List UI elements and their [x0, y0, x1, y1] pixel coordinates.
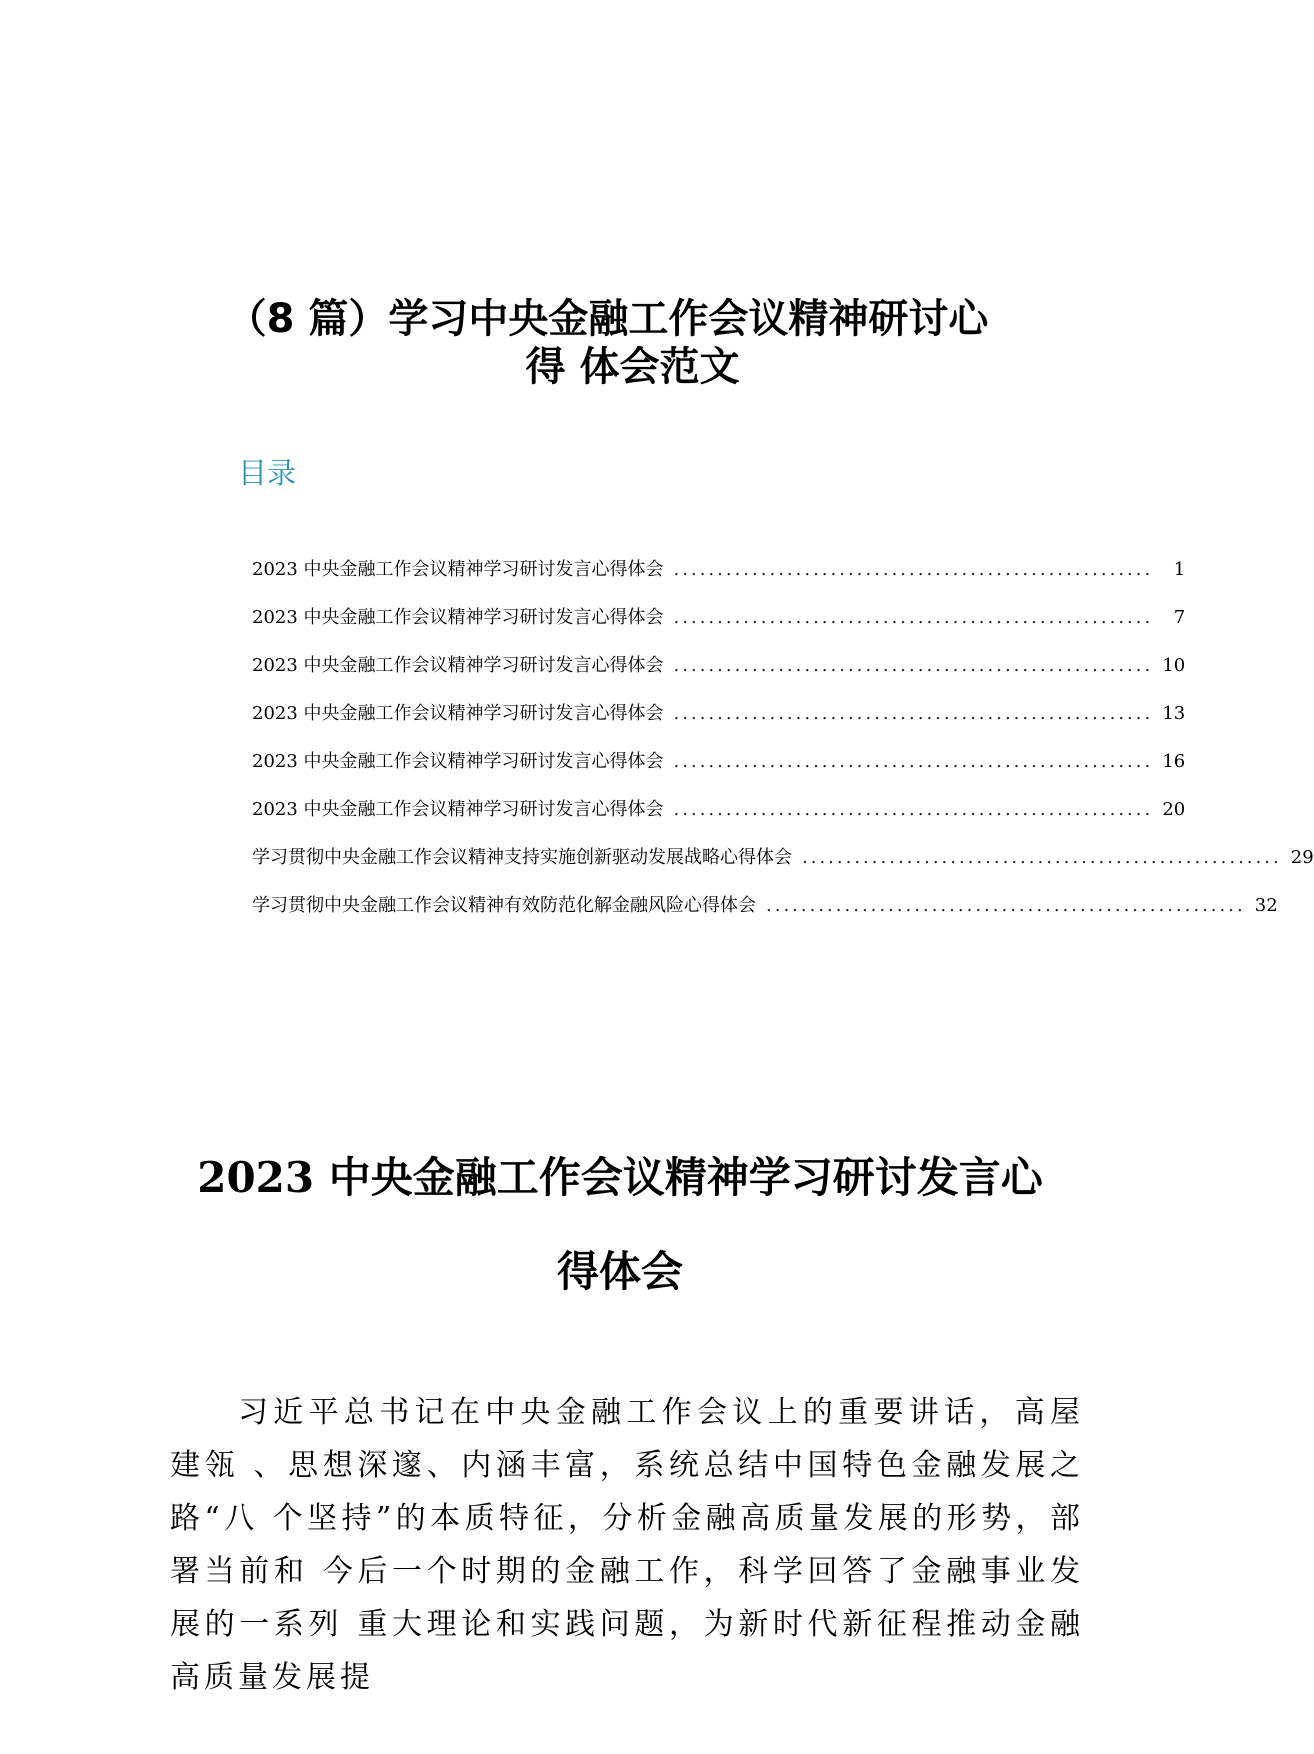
toc-page-number: 29 [1290, 847, 1314, 868]
toc-entry-text: 2023 中央金融工作会议精神学习研讨发言心得体会 [252, 799, 664, 820]
document-title [0, 295, 1240, 391]
toc-entry[interactable] [252, 844, 1314, 892]
toc-dot-leader: ....................................................... [766, 895, 1246, 916]
toc-entry[interactable] [252, 652, 1186, 700]
toc-entry-text: 学习贯彻中央金融工作会议精神支持实施创新驱动发展战略心得体会 [252, 847, 792, 868]
toc-page-number: 20 [1162, 799, 1186, 820]
toc-heading: 目录 [238, 456, 297, 490]
toc-page-number: 7 [1173, 607, 1186, 628]
toc-entry-text: 2023 中央金融工作会议精神学习研讨发言心得体会 [252, 607, 664, 628]
toc-entry-text: 2023 中央金融工作会议精神学习研讨发言心得体会 [252, 751, 664, 772]
document-title-line1: （8 篇）学习中央金融工作会议精神研讨心 [226, 295, 989, 342]
toc-dot-leader: ....................................................... [673, 607, 1154, 628]
article-body-paragraph: 习近平总书记在中央金融工作会议上的重要讲话，高屋建瓴 、思想深邃、内涵丰富，系统总结中国特色金融发展之路“八 个坚持”的本质特征，分析金融高质量发展的形势，部署当前和 今后一个时期的金融工作，科学回答了金融事业发展的一系列 重大理论和实践问题，为新时代新征程推动金融高质量发展提 [170, 1395, 1084, 1695]
toc-entry[interactable] [252, 748, 1186, 796]
toc-page-number: 1 [1173, 559, 1186, 580]
toc-dot-leader: ....................................................... [673, 655, 1154, 676]
document-title-line2: 得 体会范文 [525, 343, 740, 390]
toc-dot-leader: ....................................................... [673, 559, 1154, 580]
toc-page-number: 13 [1162, 703, 1186, 724]
article-title-line2: 得体会 [556, 1246, 683, 1296]
toc-dot-leader: ....................................................... [802, 847, 1282, 868]
article-title-line1: 2023 中央金融工作会议精神学习研讨发言心 [197, 1152, 1043, 1202]
article-title [0, 1153, 1240, 1297]
toc-dot-leader: ....................................................... [673, 751, 1154, 772]
toc-entry[interactable] [252, 892, 1278, 940]
toc-entry-text: 2023 中央金融工作会议精神学习研讨发言心得体会 [252, 655, 664, 676]
toc-entry[interactable] [252, 700, 1186, 748]
toc-dot-leader: ....................................................... [673, 703, 1154, 724]
toc-entry-text: 2023 中央金融工作会议精神学习研讨发言心得体会 [252, 703, 664, 724]
toc-dot-leader: ....................................................... [673, 799, 1154, 820]
toc-entry[interactable] [252, 796, 1186, 844]
toc-page-number: 32 [1254, 895, 1278, 916]
toc-entry[interactable] [252, 604, 1186, 652]
toc-entry[interactable] [252, 556, 1186, 604]
table-of-contents [252, 556, 1314, 940]
toc-page-number: 16 [1162, 751, 1186, 772]
toc-entry-text: 学习贯彻中央金融工作会议精神有效防范化解金融风险心得体会 [252, 895, 756, 916]
toc-page-number: 10 [1162, 655, 1186, 676]
toc-entry-text: 2023 中央金融工作会议精神学习研讨发言心得体会 [252, 559, 664, 580]
